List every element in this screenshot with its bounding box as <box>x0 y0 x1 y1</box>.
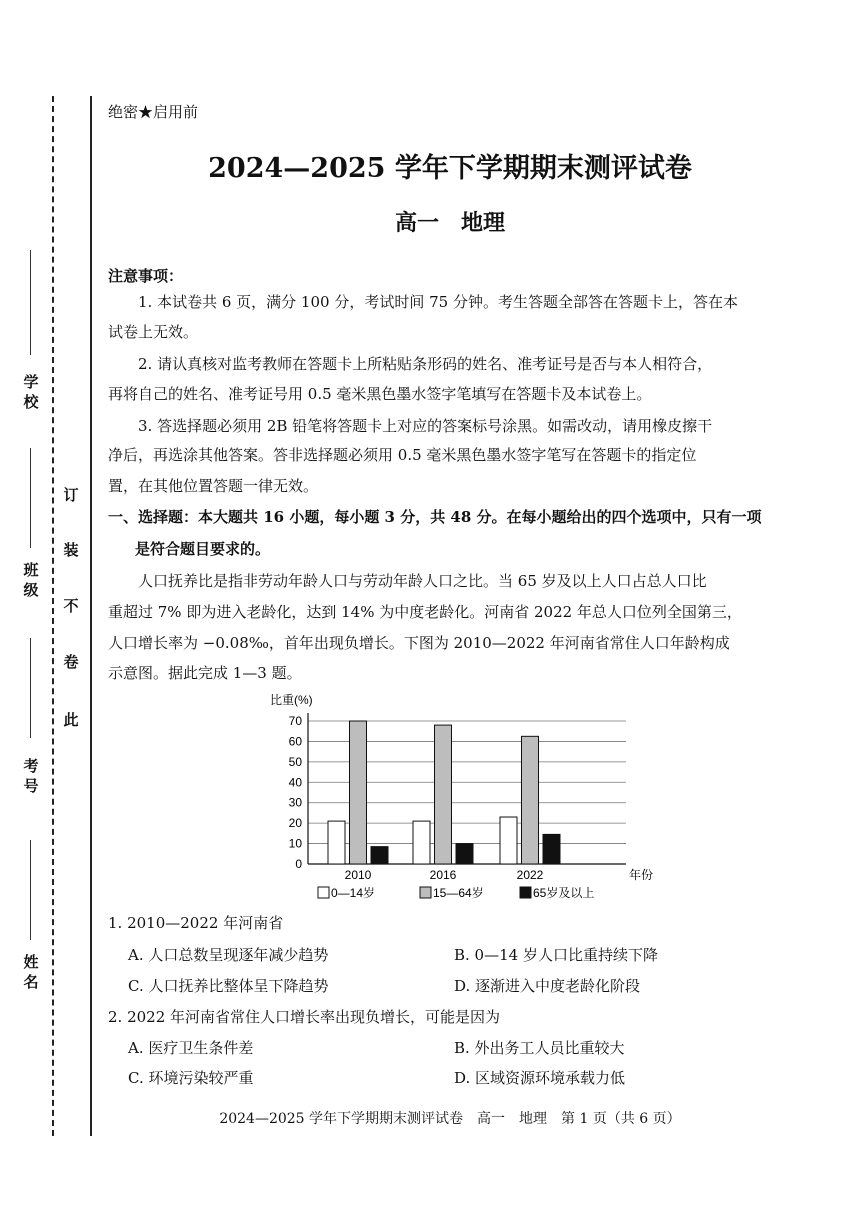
legend-label: 15—64岁 <box>433 886 484 900</box>
secret-mark: 绝密★启用前 <box>108 103 199 121</box>
bar-2010-1 <box>350 721 367 864</box>
binding-char: 卷 <box>63 653 79 671</box>
y-tick-label: 0 <box>295 857 302 871</box>
binding-solid-line <box>90 96 92 1136</box>
x-tick-label: 2016 <box>429 868 457 882</box>
bar-2022-2 <box>543 834 560 864</box>
y-tick-label: 60 <box>288 734 302 749</box>
question-1-option-c: C. 人口抚养比整体呈下降趋势 <box>128 977 329 995</box>
material-line-2: 重超过 7% 即为进入老龄化，达到 14% 为中度老龄化。河南省 2022 年总人口位列全国第三， <box>108 603 742 621</box>
binding-char: 此 <box>63 711 79 729</box>
material-line-4: 示意图。据此完成 1—3 题。 <box>108 664 302 682</box>
section-1-heading-line-2: 是符合题目要求的。 <box>135 540 271 558</box>
bar-2010-2 <box>371 847 388 864</box>
note-3-line-2: 净后，再选涂其他答案。答非选择题必须用 0.5 毫米黑色墨水签字笔写在答题卡的指定位 <box>108 446 697 464</box>
name-field-line <box>30 840 31 940</box>
legend-swatch <box>420 887 431 898</box>
legend-label: 0—14岁 <box>331 886 376 900</box>
y-axis-title: 比重(%) <box>270 693 313 707</box>
x-axis-title: 年份 <box>629 868 654 882</box>
question-2-stem: 2. 2022 年河南省常住人口增长率出现负增长，可能是因为 <box>108 1008 501 1026</box>
class-field-line <box>30 448 31 548</box>
y-tick-label: 10 <box>288 836 302 851</box>
bar-2010-0 <box>328 821 345 864</box>
exam-title: 2024—2025 学年下学期期末测评试卷 <box>208 153 692 184</box>
binding-char: 订 <box>63 486 79 504</box>
exam-subtitle: 高一 地理 <box>394 210 505 236</box>
y-tick-label: 70 <box>288 714 302 728</box>
note-2-line-1: 2. 请认真核对监考教师在答题卡上所粘贴条形码的姓名、准考证号是否与本人相符合， <box>138 355 713 373</box>
note-2-line-2: 再将自己的姓名、准考证号用 0.5 毫米黑色墨水签字笔填写在答题卡及本试卷上。 <box>108 385 652 403</box>
question-2-option-c: C. 环境污染较严重 <box>128 1069 254 1087</box>
legend-swatch <box>318 887 329 898</box>
y-tick-label: 40 <box>288 775 302 790</box>
note-3-line-1: 3. 答选择题必须用 2B 铅笔将答题卡上对应的答案标号涂黑。如需改动，请用橡皮擦干 <box>138 417 713 435</box>
note-1-line-1: 1. 本试卷共 6 页，满分 100 分，考试时间 75 分钟。考生答题全部答在答题卡上，答在本 <box>138 293 738 311</box>
question-2-option-b: B. 外出务工人员比重较大 <box>454 1039 625 1057</box>
exam-no-field-line <box>30 638 31 738</box>
school-field-line <box>30 250 31 355</box>
page-footer: 2024—2025 学年下学期期末测评试卷 高一 地理 第 1 页（共 6 页） <box>219 1111 681 1127</box>
bar-2022-0 <box>500 817 517 864</box>
exam-no-label: 考号 <box>23 757 39 795</box>
question-1-option-b: B. 0—14 岁人口比重持续下降 <box>454 946 658 964</box>
population-age-chart <box>270 688 670 908</box>
class-label: 班级 <box>23 561 39 599</box>
name-label: 姓名 <box>23 953 39 991</box>
school-label: 学校 <box>23 373 39 411</box>
x-tick-label: 2022 <box>516 868 544 882</box>
x-tick-label: 2010 <box>344 868 372 882</box>
material-line-1: 人口抚养比是指非劳动年龄人口与劳动年龄人口之比。当 65 岁及以上人口占总人口比 <box>138 572 707 590</box>
question-2-option-a: A. 医疗卫生条件差 <box>128 1039 254 1057</box>
y-tick-label: 20 <box>288 816 302 831</box>
question-2-option-d: D. 区域资源环境承载力低 <box>454 1069 626 1087</box>
notes-heading: 注意事项： <box>108 267 184 285</box>
question-1-stem: 1. 2010—2022 年河南省 <box>108 914 284 932</box>
question-1-option-a: A. 人口总数呈现逐年减少趋势 <box>128 946 329 964</box>
question-1-option-d: D. 逐渐进入中度老龄化阶段 <box>454 977 641 995</box>
binding-char: 装 <box>63 541 79 559</box>
legend-label: 65岁及以上 <box>533 886 595 900</box>
section-1-heading-line-1: 一、选择题：本大题共 16 小题，每小题 3 分，共 48 分。在每小题给出的四个选项中，只有一项 <box>108 508 762 526</box>
y-tick-label: 30 <box>288 795 302 810</box>
material-line-3: 人口增长率为 −0.08‰，首年出现负增长。下图为 2010—2022 年河南省常住人口年龄构成 <box>108 634 730 652</box>
note-1-line-2: 试卷上无效。 <box>108 323 199 341</box>
note-3-line-3: 置，在其他位置答题一律无效。 <box>108 477 319 495</box>
bar-2016-0 <box>413 821 430 864</box>
legend-swatch <box>520 887 531 898</box>
binding-char: 不 <box>63 597 79 615</box>
bar-2016-1 <box>435 725 452 864</box>
binding-dashed-line <box>52 96 54 1136</box>
bar-2016-2 <box>456 844 473 864</box>
bar-2022-1 <box>522 736 539 864</box>
y-tick-label: 50 <box>288 754 302 769</box>
